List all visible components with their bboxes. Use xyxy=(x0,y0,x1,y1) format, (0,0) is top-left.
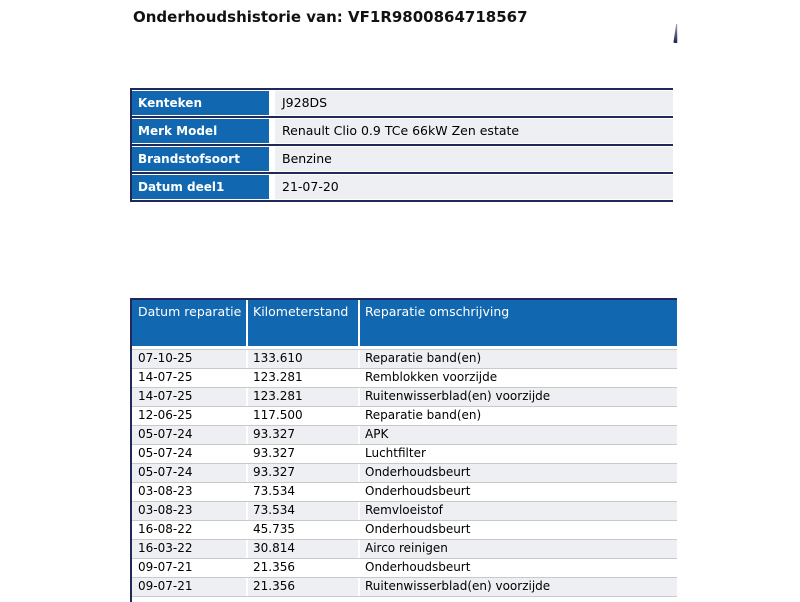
repair-desc-cell: Ruitenwisserblad(en) voorzijde xyxy=(358,578,677,596)
repair-km-cell: 45.735 xyxy=(246,521,358,539)
vehicle-info-row xyxy=(132,147,673,171)
vehicle-info-value: Renault Clio 0.9 TCe 66kW Zen estate xyxy=(275,119,673,143)
vehicle-info-value: 21-07-20 xyxy=(275,175,673,199)
page-title: Onderhoudshistorie van: VF1R9800864718567 xyxy=(133,8,528,26)
header-cell-reparatie-omschrijving: Reparatie omschrijving xyxy=(358,300,677,346)
repair-km-cell: 117.500 xyxy=(246,407,358,425)
repair-desc-cell: Reparatie band(en) xyxy=(358,407,677,425)
repair-desc-cell: Luchtfilter xyxy=(358,445,677,463)
repair-row xyxy=(132,387,677,406)
repair-km-cell: 30.814 xyxy=(246,540,358,558)
repair-date-cell: 05-07-24 xyxy=(138,465,193,479)
repair-row xyxy=(132,425,677,444)
repair-row xyxy=(132,368,677,387)
repair-date-cell: 05-07-24 xyxy=(138,427,193,441)
vehicle-info-label: Kenteken xyxy=(132,91,269,115)
repair-rows xyxy=(132,349,677,602)
vehicle-info-row xyxy=(132,175,673,199)
table-rule xyxy=(132,116,673,118)
repair-desc-cell: Onderhoudsbeurt xyxy=(358,559,677,577)
repair-desc-cell: Onderhoudsbeurt xyxy=(358,521,677,539)
repair-row xyxy=(132,501,677,520)
repair-desc-cell: Remvloeistof xyxy=(358,502,677,520)
repair-row xyxy=(132,482,677,501)
repair-date-cell: 07-10-25 xyxy=(138,351,193,365)
repair-km-cell: 133.610 xyxy=(246,350,358,368)
repair-desc-cell: Reparatie band(en) xyxy=(358,350,677,368)
repair-row xyxy=(132,349,677,368)
repair-km-cell: 93.327 xyxy=(246,426,358,444)
repair-date-cell: 03-08-23 xyxy=(138,503,193,517)
repair-desc-cell: Onderhoudsbeurt xyxy=(358,483,677,501)
repair-date-cell: 03-08-23 xyxy=(138,484,193,498)
logo-fragment xyxy=(673,24,678,43)
vehicle-info-table xyxy=(130,88,673,202)
vehicle-info-label: Datum deel1 xyxy=(132,175,269,199)
repair-desc-cell: Remblokken voorzijde xyxy=(358,369,677,387)
vehicle-info-value: Benzine xyxy=(275,147,673,171)
vehicle-info-row xyxy=(132,91,673,115)
repair-row xyxy=(132,444,677,463)
repair-date-cell: 14-07-25 xyxy=(138,389,193,403)
repair-row xyxy=(132,520,677,539)
repair-km-cell: 93.327 xyxy=(246,464,358,482)
repair-date-cell: 09-07-21 xyxy=(138,560,193,574)
repair-km-cell: 93.327 xyxy=(246,445,358,463)
table-rule xyxy=(132,172,673,174)
vehicle-info-label: Merk Model xyxy=(132,119,269,143)
repair-km-cell: 123.281 xyxy=(246,388,358,406)
repair-date-cell: 16-08-22 xyxy=(138,522,193,536)
repair-row xyxy=(132,539,677,558)
repair-date-cell: 12-06-25 xyxy=(138,408,193,422)
repair-history-table xyxy=(130,298,677,602)
table-rule xyxy=(132,200,673,202)
repair-km-cell: 73.534 xyxy=(246,502,358,520)
repair-date-cell: 05-07-24 xyxy=(138,446,193,460)
repair-km-cell: 21.356 xyxy=(246,578,358,596)
repair-row xyxy=(132,577,677,596)
repair-row-partial xyxy=(132,596,677,602)
header-cell-datum-reparatie: Datum reparatie xyxy=(138,304,242,319)
vehicle-info-label: Brandstofsoort xyxy=(132,147,269,171)
table-rule xyxy=(132,88,673,90)
repair-km-cell: 73.534 xyxy=(246,483,358,501)
vehicle-info-value: J928DS xyxy=(275,91,673,115)
repair-row xyxy=(132,463,677,482)
repair-row xyxy=(132,558,677,577)
repair-date-cell: 09-07-21 xyxy=(138,579,193,593)
repair-km-cell: 123.281 xyxy=(246,369,358,387)
repair-desc-cell: Onderhoudsbeurt xyxy=(358,464,677,482)
repair-desc-cell: APK xyxy=(358,426,677,444)
repair-desc-cell: Airco reinigen xyxy=(358,540,677,558)
table-rule xyxy=(132,144,673,146)
repair-desc-cell: Ruitenwisserblad(en) voorzijde xyxy=(358,388,677,406)
repair-table-header xyxy=(132,300,677,346)
header-cell-kilometerstand: Kilometerstand xyxy=(246,300,358,346)
repair-km-cell: 21.356 xyxy=(246,559,358,577)
vehicle-info-row xyxy=(132,119,673,143)
repair-date-cell: 14-07-25 xyxy=(138,370,193,384)
repair-date-cell: 16-03-22 xyxy=(138,541,193,555)
repair-row xyxy=(132,406,677,425)
